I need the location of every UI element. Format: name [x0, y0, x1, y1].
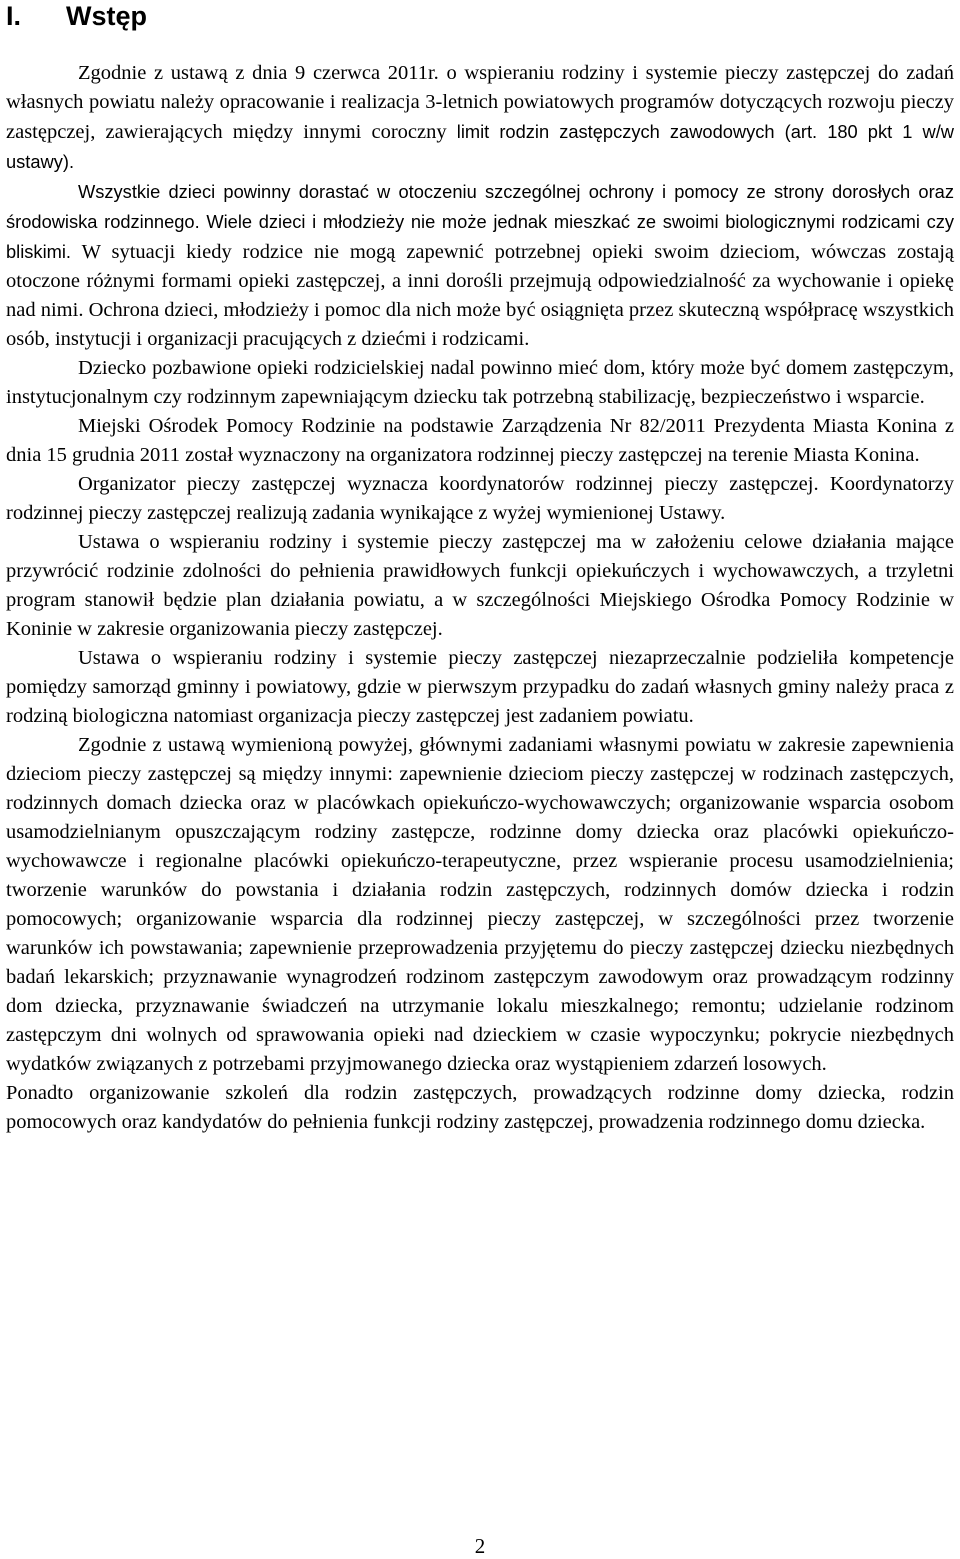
paragraph-9: Ponadto organizowanie szkoleń dla rodzin zastępczych, prowadzących rodzinne domy dziecka, rodzin pomocowych oraz kandydatów do pełnienia funkcji rodziny zastępczej, prowadzenia rodzinnego domu dziecka. [6, 1082, 954, 1133]
paragraph-5: Organizator pieczy zastępczej wyznacza koordynatorów rodzinnej pieczy zastępczej. Koordynatorzy rodzinnej pieczy zastępczej realizują zadania wynikające z wyżej wymienionej Ustawy. [6, 473, 954, 524]
document-body [6, 59, 954, 1137]
paragraph-1 [6, 59, 954, 177]
paragraph-2 [6, 177, 954, 354]
section-title: Wstęp [66, 1, 147, 31]
paragraph-1-sans: limit rodzin zastępczych zawodowych (art. 180 pkt 1 w/w ustawy). [6, 121, 955, 172]
paragraph-2-serif: W sytuacji kiedy rodzice nie mogą zapewnić potrzebnej opieki swoim dzieciom, wówczas zostają otoczone różnymi formami opieki zastępczej, a inni dorośli przejmują odpowiedzialność za wychowanie i opiekę nad nimi. Ochrona dzieci, młodzieży i pomoc dla nich może być osiągnięta przez skuteczną współpracę wszystkich osób, instytucji i organizacji pracujących z dziećmi i rodzicami. [6, 241, 954, 350]
section-heading [6, 0, 147, 32]
paragraph-8: Zgodnie z ustawą wymienioną powyżej, głównymi zadaniami własnymi powiatu w zakresie zapewnienia dzieciom pieczy zastępczej są między innymi: zapewnienie dzieciom pieczy zastępczej w rodzinach zastępczych, rodzinnych domach dziecka oraz w placówkach opiekuńczo-wychowawczych; organizowanie wsparcia osobom usamodzielnianym opuszczającym rodziny zastępcze, rodzinne domy dziecka oraz placówki opiekuńczo-wychowawcze i regionalne placówki opiekuńczo-terapeutyczne, przez wspieranie procesu usamodzielnienia; tworzenie warunków do powstania i działania rodzin zastępczych, rodzinnych domów dziecka i rodzin pomocowych; organizowanie wsparcia dla rodzinnej pieczy zastępczej, w szczególności przez tworzenie warunków ich powstawania; zapewnienie przeprowadzenia przyjętemu do pieczy zastępczej dziecku niezbędnych badań lekarskich; przyznawanie wynagrodzeń rodzinom zastępczym zawodowym oraz prowadzącym rodzinny dom dziecka, przyznawanie świadczeń na utrzymanie lokalu mieszkalnego; remontu; udzielanie rodzinom zastępczym dni wolnych od sprawowania opieki nad dzieckiem w czasie wypoczynku; pokrycie niezbędnych wydatków związanych z potrzebami przyjmowanego dziecka oraz wystąpieniem zdarzeń losowych. [6, 734, 954, 1075]
paragraph-7: Ustawa o wspieraniu rodziny i systemie pieczy zastępczej niezaprzeczalnie podzieliła kompetencje pomiędzy samorząd gminny i powiatowy, gdzie w pierwszym przypadku do zadań własnych gminy należy praca z rodziną biologiczna natomiast organizacja pieczy zastępczej jest zadaniem powiatu. [6, 647, 954, 727]
paragraph-6: Ustawa o wspieraniu rodziny i systemie pieczy zastępczej ma w założeniu celowe działania mające przywrócić rodzinie zdolności do pełnienia prawidłowych funkcji opiekuńczych i wychowawczych, a trzyletni program stanowił będzie plan działania powiatu, a w szczególności Miejskiego Ośrodka Pomocy Rodzinie w Koninie w zakresie organizowania pieczy zastępczej. [6, 531, 954, 640]
paragraph-4: Miejski Ośrodek Pomocy Rodzinie na podstawie Zarządzenia Nr 82/2011 Prezydenta Miasta Konina z dnia 15 grudnia 2011 został wyznaczony na organizatora rodzinnej pieczy zastępczej na terenie Miasta Konina. [6, 415, 954, 466]
section-number: I. [6, 1, 22, 31]
paragraph-3: Dziecko pozbawione opieki rodzicielskiej nadal powinno mieć dom, który może być domem zastępczym, instytucjonalnym czy rodzinnym zapewniającym dziecku tak potrzebną stabilizację, bezpieczeństwo i wsparcie. [6, 357, 954, 408]
paragraph-1-serif: Zgodnie z ustawą z dnia 9 czerwca 2011r. o wspieraniu rodziny i systemie pieczy zastępczej do zadań własnych powiatu należy opracowanie i realizacja 3-letnich powiatowych programów dotyczących rozwoju pieczy zastępczej, zawierających między innymi coroczny [6, 62, 954, 143]
paragraph-2-sans: Wszystkie dzieci powinny dorastać w otoczeniu szczególnej ochrony i pomocy ze strony dorosłych oraz środowiska rodzinnego. Wiele dzieci i młodzieży nie może jednak mieszkać ze swoimi biologicznymi rodzicami czy bliskimi. [6, 181, 954, 262]
page-number: 2 [474, 1534, 486, 1558]
